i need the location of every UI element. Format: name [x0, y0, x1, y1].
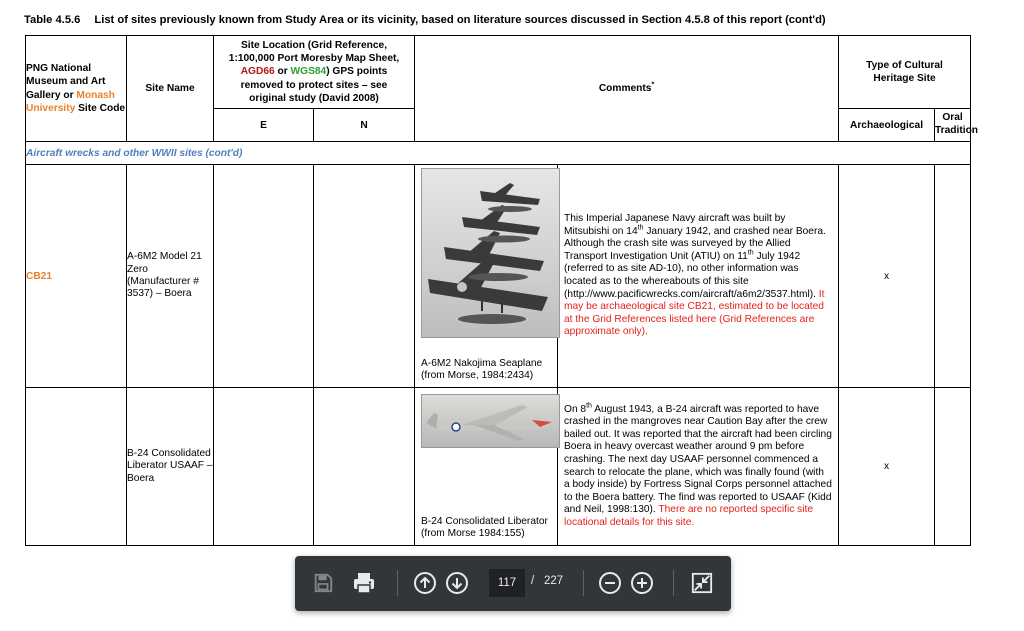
b24-photo — [421, 394, 560, 448]
table-row — [26, 388, 971, 546]
archaeological-mark: x — [839, 165, 935, 388]
image-cell — [415, 165, 558, 387]
next-page-icon[interactable] — [443, 569, 471, 597]
grid-n — [314, 388, 415, 546]
comment-note: It may be archaeological site CB21, estimated to be located at the Grid References listed here (Grid References are approximate only). — [564, 288, 825, 338]
page-number-input[interactable]: 117 — [489, 569, 525, 597]
toolbar-divider — [673, 570, 674, 596]
header-archaeological: Archaeological — [839, 109, 935, 142]
site-code: CB21 — [26, 165, 127, 388]
image-caption: B-24 Consolidated Liberator (from Morse 1984:155) — [421, 515, 548, 540]
monash-label: Monash University — [26, 89, 115, 114]
header-comments: Comments* — [415, 36, 839, 142]
table-number: Table 4.5.6 — [24, 14, 81, 26]
site-code — [26, 388, 127, 546]
print-icon[interactable] — [350, 569, 378, 597]
agd66-label: AGD66 — [240, 66, 275, 78]
zoom-out-icon[interactable] — [596, 569, 624, 597]
header-site-name: Site Name — [127, 36, 214, 142]
fit-to-page-icon[interactable] — [688, 569, 716, 597]
grid-n — [314, 165, 415, 388]
site-name: A-6M2 Model 21 Zero (Manufacturer # 3537) – Boera — [127, 165, 214, 388]
previous-page-icon[interactable] — [411, 569, 439, 597]
header-site-code: PNG National Museum and Art Gallery or Monash University Site Code — [26, 36, 127, 142]
archaeological-mark: x — [839, 388, 935, 546]
table-row — [26, 165, 971, 388]
section-label: Aircraft wrecks and other WWII sites (cont'd) — [26, 142, 971, 165]
wgs84-label: WGS84 — [290, 66, 327, 78]
save-icon[interactable] — [309, 569, 337, 597]
toolbar-divider — [583, 570, 584, 596]
comment-text: On 8th August 1943, a B-24 aircraft was reported to have crashed in the mangroves near Caution Bay after the crew bailed out. It was reported that the aircraft had been circling Boera in heavy overcast weather around 9 pm before crashing. The next day USAAF personnel commenced a search to relocate the plane, which was finally found (with a body inside) by Fortress Signal Corps personnel attached to the Boera battery. The find was reported to USAAF (Kidd and Neil, 1998:130). There are no reported specific site locational details for this site. — [564, 402, 832, 528]
zoom-in-icon[interactable] — [628, 569, 656, 597]
grid-e — [214, 388, 314, 546]
page-total: 227 — [544, 575, 564, 587]
comments-cell — [415, 165, 839, 388]
seaplane-photo — [421, 168, 560, 338]
header-oral-tradition: Oral Tradition — [935, 109, 971, 142]
sites-table — [25, 35, 979, 546]
site-name: B-24 Consolidated Liberator USAAF – Boera — [127, 388, 214, 546]
header-site-location: Site Location (Grid Reference, 1:100,000 Port Moresby Map Sheet, AGD66 or WGS84) GPS points removed to protect sites – see original study (David 2008) — [214, 36, 415, 109]
oral-tradition-mark — [935, 165, 971, 388]
header-type: Type of Cultural Heritage Site — [839, 36, 971, 109]
oral-tradition-mark — [935, 388, 971, 546]
table-caption — [24, 14, 826, 26]
image-caption: A-6M2 Nakojima Seaplane (from Morse, 1984:2434) — [421, 357, 543, 382]
toolbar-divider — [397, 570, 398, 596]
grid-e — [214, 165, 314, 388]
header-n: N — [314, 109, 415, 142]
comment-note: There are no reported specific site locational details for this site. — [564, 504, 814, 528]
page-separator: / — [531, 575, 535, 587]
comment-text: This Imperial Japanese Navy aircraft was built by Mitsubishi on 14th January 1942, and crashed near Boera. Although the crash site was surveyed by the Allied Transport Investigation Unit (ATIU) on 11th July 1942 (referred to as site AD-10), no other information was located as to the whereabouts of this site (http://www.pacificwrecks.com/aircraft/a6m2/3537.html). It may be archaeological site CB21, estimated to be located at the Grid References listed here (Grid References are approximate only). — [564, 213, 826, 338]
comments-cell — [415, 388, 839, 546]
header-e: E — [214, 109, 314, 142]
image-cell — [415, 388, 558, 545]
table-title: List of sites previously known from Study Area or its vicinity, based on literature sources discussed in Section 4.5.8 of this report (cont'd) — [94, 14, 826, 26]
